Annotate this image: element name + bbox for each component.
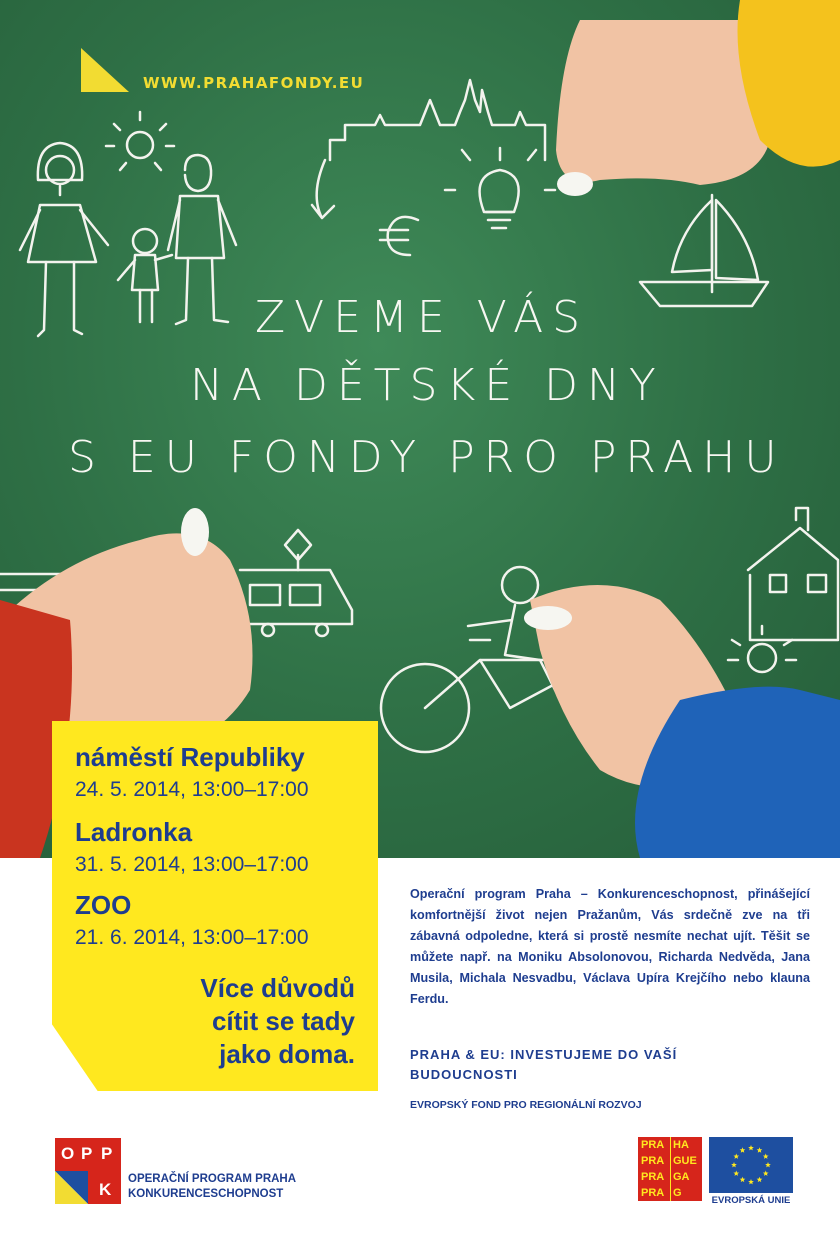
investment-tagline: PRAHA & EU: INVESTUJEME DO VAŠÍ BUDOUCNOSTI [410,1047,678,1082]
headline-line-2: NA DĚTSKÉ DNY [190,360,665,411]
oppk-letter-p2: P [101,1144,113,1163]
praha-logo-text: G [673,1187,682,1199]
praha-logo-text: PRA [641,1155,665,1167]
oppk-program-name [128,1172,296,1202]
praha-logo-left-column [641,1137,664,1201]
eu-star-icon [748,1145,754,1150]
eu-star-icon [733,1171,739,1176]
event-1-place: náměstí Republiky [75,742,305,772]
praha-logo [638,1137,702,1201]
eu-star-icon [731,1162,737,1167]
praha-logo-text: PRA [641,1171,665,1183]
event-2-place: Ladronka [75,817,193,847]
event-1-date: 24. 5. 2014, 13:00–17:00 [75,778,309,801]
praha-logo-text: PRA [641,1139,665,1151]
website-url[interactable]: WWW.PRAHAFONDY.EU [143,74,365,92]
oppk-line-1: OPERAČNÍ PROGRAM PRAHA [128,1173,297,1185]
eu-star-icon [765,1162,771,1167]
fund-name: EVROPSKÝ FOND PRO REGIONÁLNÍ ROZVOJ [410,1099,642,1111]
description-text: Operační program Praha – Konkurenceschopnost, přinášející komfortnější život nejen Pražanům, Vás srdečně zve na tři zábavná odpoledne, která si prostě nesmíte nechat ujít. Těšit se můžete např. na Moniku Absolonovou, Richarda Nedvěda, Jana Musila, Michala Nesvadbu, Václava Upíra Krejčího nebo klauna Ferdu. [410,887,810,1006]
oppk-line-2: KONKURENCESCHOPNOST [128,1188,284,1200]
oppk-letter-o: O [61,1144,75,1163]
oppk-logo [55,1138,121,1204]
slogan: Více důvodů cítit se tady jako doma. [200,973,355,1069]
praha-logo-text: GUE [673,1155,697,1167]
eu-star-icon [733,1154,739,1159]
eu-star-icon [748,1179,754,1184]
eu-stars-icon [709,1137,793,1193]
praha-logo-text: GA [673,1171,690,1183]
eu-star-icon [757,1147,763,1152]
event-2-date: 31. 5. 2014, 13:00–17:00 [75,853,309,876]
eu-star-icon [740,1177,746,1182]
event-3-place: ZOO [75,890,132,920]
eu-star-icon [763,1171,769,1176]
headline-line-3: S EU FONDY PRO PRAHU [68,432,786,483]
eu-star-icon [763,1154,769,1159]
praha-logo-text: HA [673,1139,689,1151]
oppk-letter-p1: P [81,1144,93,1163]
eu-star-icon [757,1177,763,1182]
praha-logo-text: PRA [641,1187,665,1199]
eu-label: EVROPSKÁ UNIE [711,1195,791,1206]
eu-flag-icon [709,1137,793,1193]
eu-star-icon [740,1147,746,1152]
oppk-letter-k: K [99,1180,112,1199]
event-3-date: 21. 6. 2014, 13:00–17:00 [75,926,309,949]
headline-line-1: ZVEME VÁS [255,292,590,343]
praha-logo-right-column [673,1137,697,1201]
praha-logo-divider [670,1137,671,1201]
